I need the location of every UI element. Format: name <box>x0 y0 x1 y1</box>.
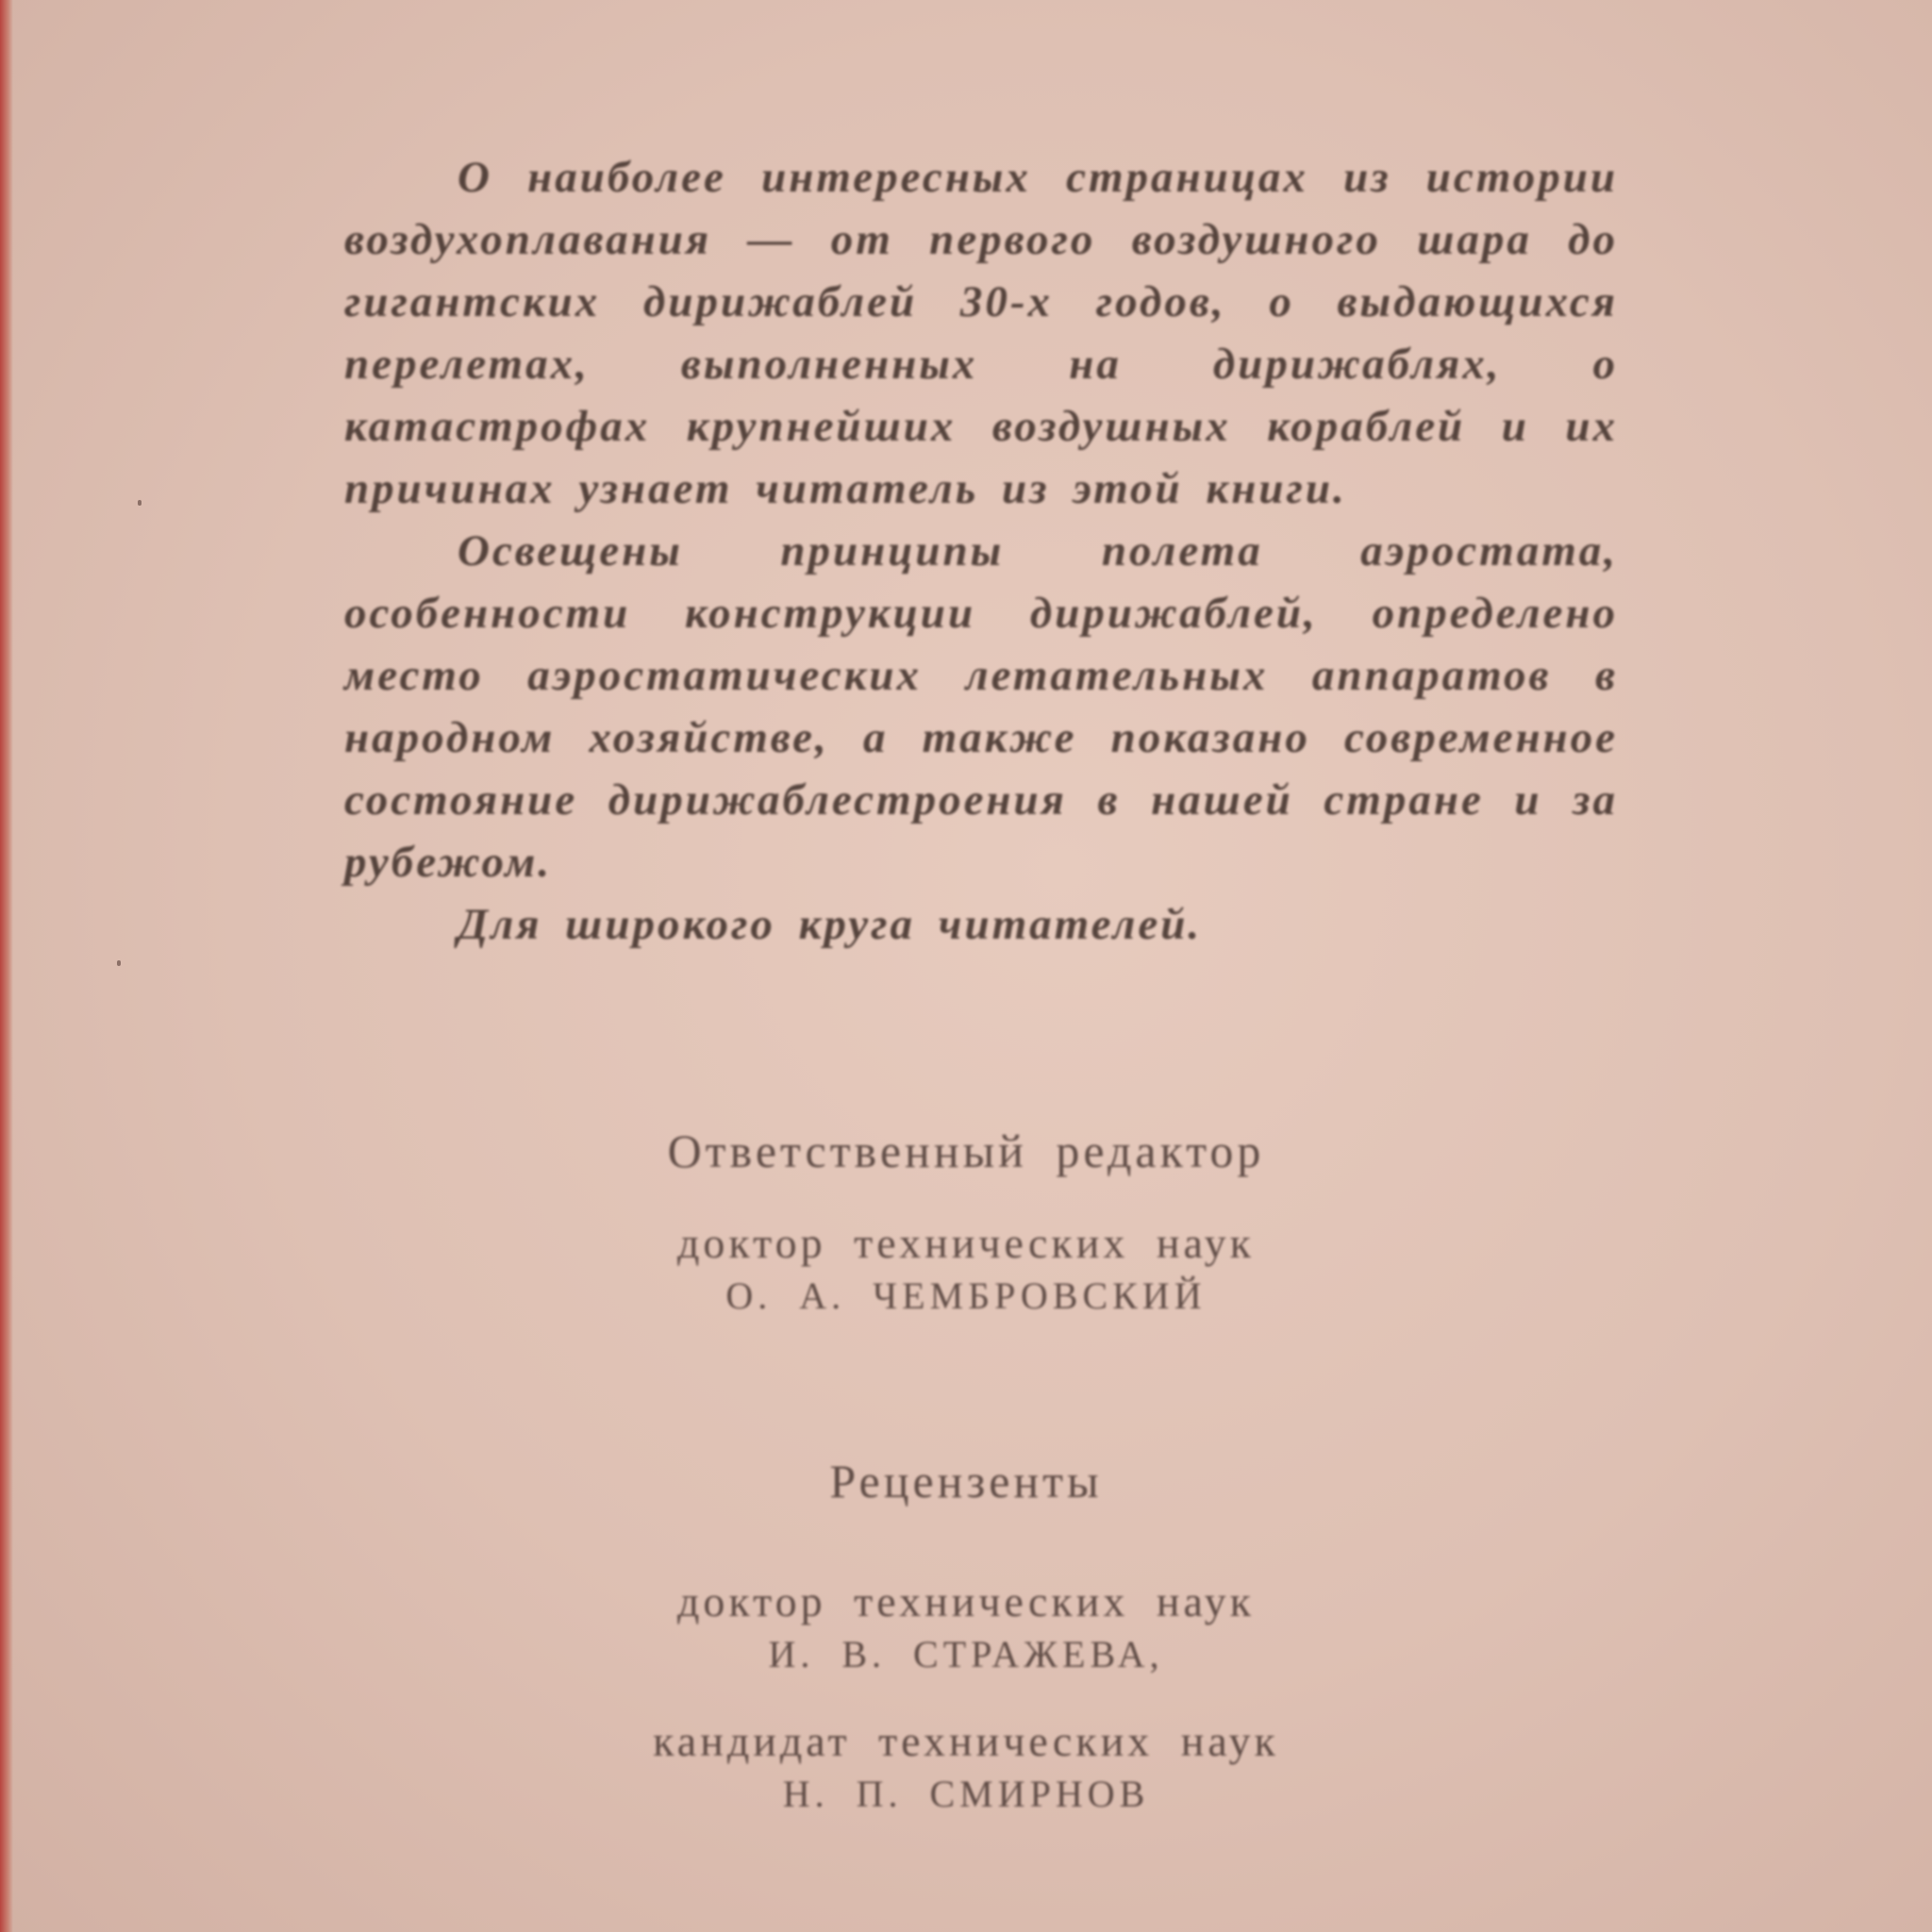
reviewers-credit <box>0 1453 1932 1821</box>
paper-speck <box>117 960 121 966</box>
editor-title: доктор технических наук <box>677 1219 1255 1267</box>
annotation-audience: Для широкого круга читателей. <box>458 900 1203 949</box>
reviewer-1-title: доктор технических наук <box>677 1577 1255 1625</box>
annotation-paragraph-1: О наиболее интересных страницах из истории воздухоплавания — от первого воздушного шара до гигантских дирижаблей 30-х годов, о выдающихся перелетах, выполненных на дирижаблях, о катастрофах крупнейших воздушных кораблей и их причинах узнает читатель из этой книги. <box>344 153 1618 513</box>
editor-heading: Ответственный редактор <box>667 1124 1265 1177</box>
reviewer-1-name: И. В. СТРАЖЕВА, <box>768 1633 1164 1675</box>
editor-credit <box>0 1123 1932 1323</box>
paper-speck <box>138 500 142 506</box>
reviewer-2-title: кандидат технических наук <box>653 1717 1279 1765</box>
reviewer-2-name: Н. П. СМИРНОВ <box>782 1773 1150 1815</box>
annotation-paragraph-2: Освещены принципы полета аэростата, особенности конструкции дирижаблей, определено место аэростатических летательных аппаратов в народном хозяйстве, а также показано современное состояние дирижаблестроения в нашей стране и за рубежом. <box>344 526 1618 887</box>
book-annotation <box>344 146 1618 956</box>
reviewers-heading: Рецензенты <box>829 1455 1103 1507</box>
editor-name: О. А. ЧЕМБРОВСКИЙ <box>725 1274 1207 1317</box>
